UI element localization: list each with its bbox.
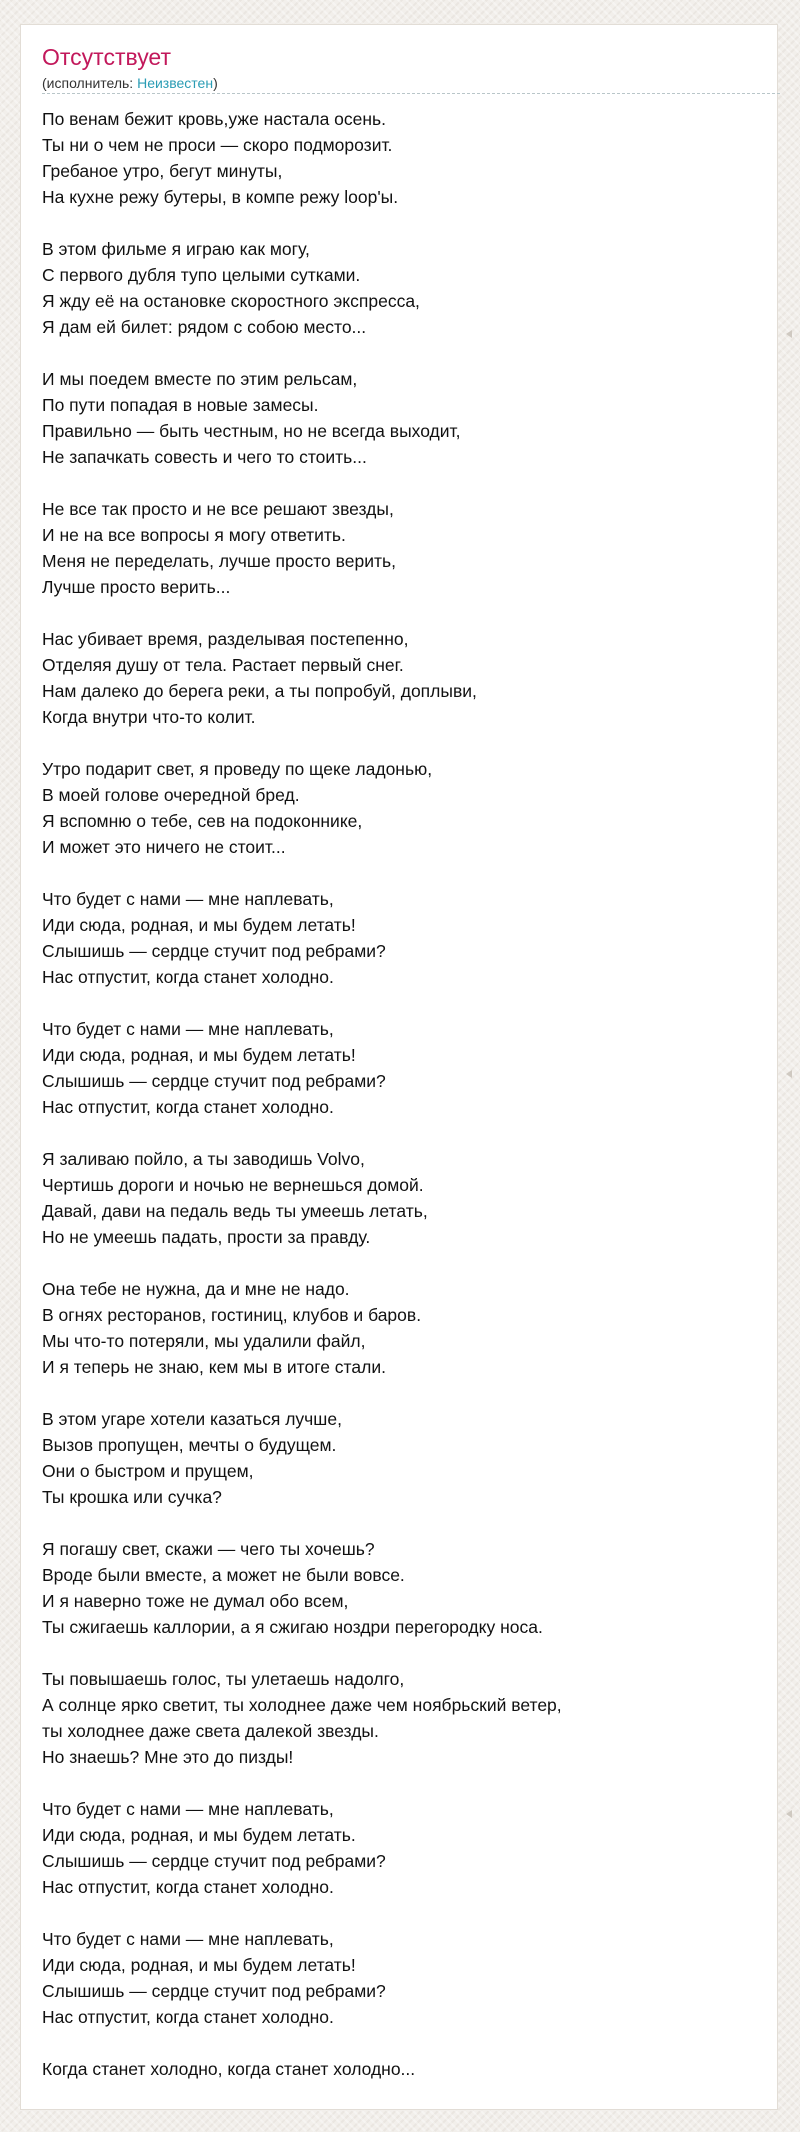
lyrics-line: Но не умеешь падать, прости за правду. <box>42 1227 371 1247</box>
lyrics-line: Что будет с нами — мне наплевать, <box>42 1019 334 1039</box>
lyrics-line: Я заливаю пойло, а ты заводишь Volvo, <box>42 1149 365 1169</box>
lyrics-line: В огнях ресторанов, гостиниц, клубов и баров. <box>42 1305 422 1325</box>
lyrics-line: ты холоднее даже света далекой звезды. <box>42 1721 379 1741</box>
lyrics-stanza <box>42 1146 772 1250</box>
lyrics-line: И может это ничего не стоит... <box>42 837 286 857</box>
lyrics-line: Лучше просто верить... <box>42 577 231 597</box>
lyrics-stanza <box>42 2056 772 2082</box>
byline-prefix: (исполнитель: <box>42 75 138 91</box>
lyrics-stanza <box>42 496 772 600</box>
lyrics-line: Нас отпустит, когда станет холодно. <box>42 2007 334 2027</box>
lyrics-line: Я погашу свет, скажи — чего ты хочешь? <box>42 1539 375 1559</box>
lyrics-line: Нас убивает время, разделывая постепенно, <box>42 629 409 649</box>
lyrics-line: Ты крошка или сучка? <box>42 1487 222 1507</box>
lyrics-line: В моей голове очередной бред. <box>42 785 300 805</box>
lyrics-line: Нас отпустит, когда станет холодно. <box>42 1877 334 1897</box>
lyrics-stanza <box>42 1666 772 1770</box>
lyrics-line: Но знаешь? Мне это до пизды! <box>42 1747 294 1767</box>
lyrics-line: И мы поедем вместе по этим рельсам, <box>42 369 358 389</box>
lyrics-stanza <box>42 1016 772 1120</box>
lyrics-line: Иди сюда, родная, и мы будем летать! <box>42 1955 356 1975</box>
lyrics-stanza <box>42 1796 772 1900</box>
lyrics-line: Слышишь — сердце стучит под ребрами? <box>42 1071 386 1091</box>
lyrics-line: Что будет с нами — мне наплевать, <box>42 889 334 909</box>
lyrics-line: Гребаное утро, бегут минуты, <box>42 161 283 181</box>
lyrics-stanza <box>42 1536 772 1640</box>
lyrics-stanza <box>42 756 772 860</box>
lyrics-line: Иди сюда, родная, и мы будем летать! <box>42 1045 356 1065</box>
lyrics-line: И я наверно тоже не думал обо всем, <box>42 1591 349 1611</box>
lyrics-line: Когда внутри что-то колит. <box>42 707 256 727</box>
lyrics-stanza <box>42 626 772 730</box>
lyrics-line: Правильно — быть честным, но не всегда выходит, <box>42 421 461 441</box>
lyrics-line: И я теперь не знаю, кем мы в итоге стали. <box>42 1357 386 1377</box>
lyrics-line: По пути попадая в новые замесы. <box>42 395 319 415</box>
lyrics-line: Слышишь — сердце стучит под ребрами? <box>42 1981 386 2001</box>
lyrics-line: Она тебе не нужна, да и мне не надо. <box>42 1279 350 1299</box>
side-arrow-icon <box>786 1810 792 1818</box>
lyrics-line: И не на все вопросы я могу ответить. <box>42 525 346 545</box>
lyrics-line: Слышишь — сердце стучит под ребрами? <box>42 941 386 961</box>
lyrics-stanza <box>42 236 772 340</box>
lyrics-stanza <box>42 106 772 210</box>
lyrics-stanza <box>42 1276 772 1380</box>
side-arrow-icon <box>786 1070 792 1078</box>
lyrics-line: Ты сжигаешь каллории, а я сжигаю ноздри перегородку носа. <box>42 1617 543 1637</box>
lyrics-line: А солнце ярко светит, ты холоднее даже чем ноябрьский ветер, <box>42 1695 562 1715</box>
lyrics-line: Утро подарит свет, я проведу по щеке ладонью, <box>42 759 433 779</box>
lyrics-line: Меня не переделать, лучше просто верить, <box>42 551 396 571</box>
lyrics-stanza <box>42 886 772 990</box>
lyrics-line: С первого дубля тупо целыми сутками. <box>42 265 361 285</box>
lyrics-line: Они о быстром и прущем, <box>42 1461 254 1481</box>
lyrics-line: Я вспомню о тебе, сев на подоконнике, <box>42 811 363 831</box>
lyrics-card <box>20 24 778 2110</box>
lyrics-line: Ты повышаешь голос, ты улетаешь надолго, <box>42 1669 405 1689</box>
lyrics-line: Чертишь дороги и ночью не вернешься домой. <box>42 1175 424 1195</box>
artist-byline <box>42 74 218 92</box>
lyrics-line: Вызов пропущен, мечты о будущем. <box>42 1435 337 1455</box>
artist-link[interactable]: Неизвестен <box>137 75 214 91</box>
lyrics-line: Иди сюда, родная, и мы будем летать. <box>42 1825 356 1845</box>
lyrics-line: Отделяя душу от тела. Растает первый снег. <box>42 655 404 675</box>
song-title: Отсутствует <box>42 44 171 70</box>
lyrics-line: Что будет с нами — мне наплевать, <box>42 1799 334 1819</box>
byline-suffix: ) <box>213 75 218 91</box>
lyrics-body <box>42 106 772 2108</box>
lyrics-stanza <box>42 1406 772 1510</box>
lyrics-line: Нам далеко до берега реки, а ты попробуй, доплыви, <box>42 681 477 701</box>
lyrics-stanza <box>42 366 772 470</box>
lyrics-line: Мы что-то потеряли, мы удалили файл, <box>42 1331 366 1351</box>
lyrics-line: Не запачкать совесть и чего то стоить... <box>42 447 367 467</box>
lyrics-line: Я дам ей билет: рядом с собою место... <box>42 317 367 337</box>
lyrics-line: Нас отпустит, когда станет холодно. <box>42 967 334 987</box>
lyrics-line: Не все так просто и не все решают звезды, <box>42 499 394 519</box>
lyrics-line: Ты ни о чем не проси — скоро подморозит. <box>42 135 393 155</box>
lyrics-line: Что будет с нами — мне наплевать, <box>42 1929 334 1949</box>
lyrics-line: В этом угаре хотели казаться лучше, <box>42 1409 342 1429</box>
lyrics-line: Когда станет холодно, когда станет холодно... <box>42 2059 416 2079</box>
lyrics-line: Давай, дави на педаль ведь ты умеешь летать, <box>42 1201 428 1221</box>
lyrics-line: Слышишь — сердце стучит под ребрами? <box>42 1851 386 1871</box>
lyrics-line: В этом фильме я играю как могу, <box>42 239 310 259</box>
title-divider <box>42 93 780 94</box>
lyrics-line: Нас отпустит, когда станет холодно. <box>42 1097 334 1117</box>
lyrics-line: Вроде были вместе, а может не были вовсе. <box>42 1565 405 1585</box>
lyrics-line: По венам бежит кровь,уже настала осень. <box>42 109 387 129</box>
lyrics-line: На кухне режу бутеры, в компе режу loop'ы. <box>42 187 399 207</box>
lyrics-line: Иди сюда, родная, и мы будем летать! <box>42 915 356 935</box>
lyrics-line: Я жду её на остановке скоростного экспресса, <box>42 291 420 311</box>
lyrics-stanza <box>42 1926 772 2030</box>
side-arrow-icon <box>786 330 792 338</box>
